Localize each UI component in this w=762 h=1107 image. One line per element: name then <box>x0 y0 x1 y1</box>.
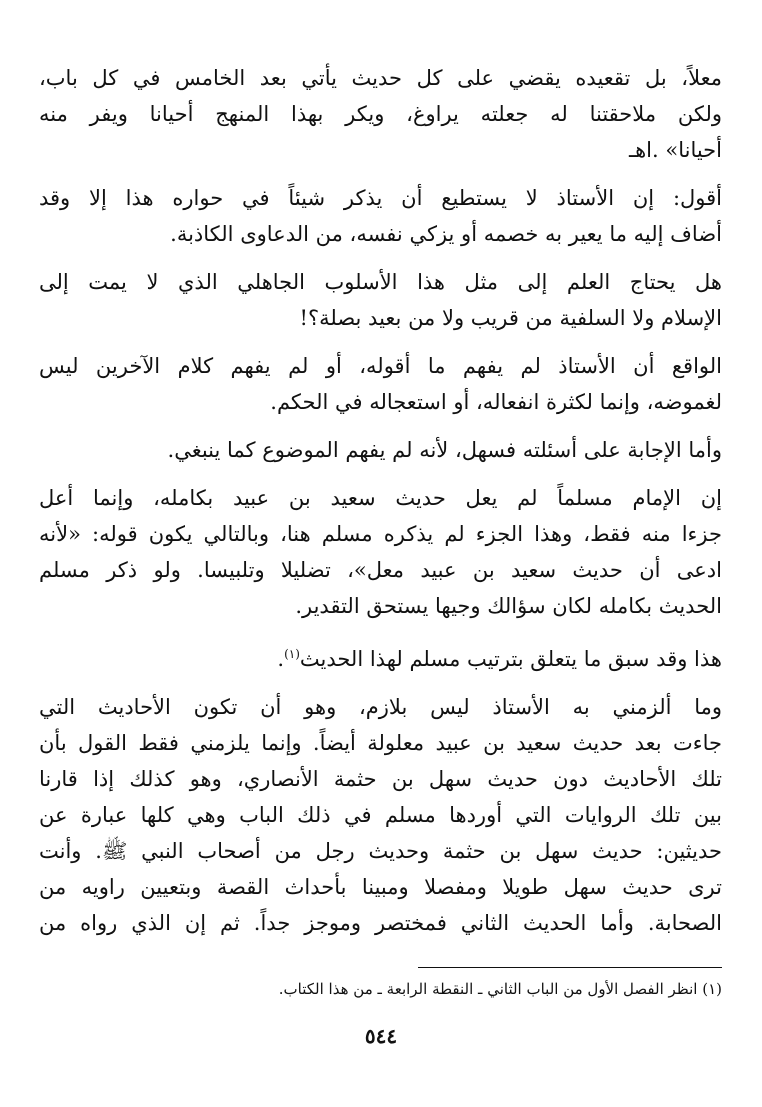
paragraph-2 <box>39 180 722 252</box>
text-line: لغموضه، وإنما لكثرة انفعاله، أو استعجاله في الحكم. <box>270 390 722 414</box>
line-text: هذا وقد سبق ما يتعلق بترتيب مسلم لهذا الحديث <box>299 647 722 671</box>
footnote-text: انظر الفصل الأول من الباب الثاني ـ النقطة الرابعة ـ من هذا الكتاب. <box>278 980 698 998</box>
text-line: الحديث بكامله لكان سؤالك وجيها يستحق التقدير. <box>295 594 722 618</box>
paragraph-4 <box>39 348 722 420</box>
text-line: الإسلام ولا السلفية من قريب ولا من بعيد بصلة؟! <box>299 306 722 330</box>
text-line: أضاف إليه ما يعير به خصمه أو يزكي نفسه، من الدعاوى الكاذبة. <box>170 222 722 246</box>
text-line: أقول: إن الأستاذ لا يستطيع أن يذكر شيئاً في حواره هذا إلا وقد <box>39 186 722 210</box>
text-line: جزءا منه فقط، وهذا الجزء لم يذكره مسلم هنا، وبالتالي يكون قوله: «لأنه <box>39 522 722 546</box>
paragraph-3 <box>39 264 722 336</box>
paragraph-6 <box>39 480 722 624</box>
paragraph-1 <box>39 60 722 168</box>
line-end-punctuation: . <box>277 647 285 671</box>
text-line: ادعى أن حديث سعيد بن عبيد معل»، تضليلا وتلبيسا. ولو ذكر مسلم <box>39 558 722 582</box>
text-line: بين تلك الروايات التي أوردها مسلم في ذلك الباب وهي كلها عبارة عن <box>39 803 722 827</box>
text-line: وما ألزمني به الأستاذ ليس بلازم، وهو أن تكون الأحاديث التي <box>39 695 722 719</box>
footnote <box>39 976 722 1002</box>
main-text <box>39 60 722 941</box>
text-line: الصحابة. وأما الحديث الثاني فمختصر وموجز جداً. ثم إن الذي رواه من <box>39 911 722 935</box>
text-line: ولكن ملاحقتنا له جعلته يراوغ، ويكر بهذا المنهج أحيانا ويفر منه <box>39 102 722 126</box>
text-line: جاءت بعد حديث سعيد بن عبيد معلولة أيضاً. وإنما يلزمني فقط القول بأن <box>39 731 722 755</box>
text-line: حديثين: حديث سهل بن حثمة وحديث رجل من أصحاب النبي ﷺ. وأنت <box>39 839 722 863</box>
text-line: هل يحتاج العلم إلى مثل هذا الأسلوب الجاهلي الذي لا يمت إلى <box>39 270 722 294</box>
text-line: وأما الإجابة على أسئلته فسهل، لأنه لم يفهم الموضوع كما ينبغي. <box>167 438 722 462</box>
footnote-marker: (١) <box>702 980 722 998</box>
text-line: أحيانا» .اهـ <box>628 138 722 162</box>
paragraph-8 <box>39 689 722 941</box>
text-line: ترى حديث سهل طويلا ومفصلا ومبينا بأحداث القصة وبتعيين راويه من <box>39 875 722 899</box>
footnote-reference[interactable]: (١) <box>284 647 300 661</box>
paragraph-5 <box>39 432 722 468</box>
text-line: إن الإمام مسلماً لم يعل حديث سعيد بن عبيد بكامله، وإنما أعل <box>39 486 722 510</box>
footnote-divider <box>418 967 722 968</box>
text-line: الواقع أن الأستاذ لم يفهم ما أقوله، أو لم يفهم كلام الآخرين ليس <box>39 354 722 378</box>
page-number: ٥٤٤ <box>364 1024 398 1048</box>
text-line: معلاً، بل تقعيده يقضي على كل حديث يأتي بعد الخامس في كل باب، <box>39 66 722 90</box>
text-line <box>39 636 722 677</box>
paragraph-7 <box>39 636 722 677</box>
text-line: تلك الأحاديث دون حديث سهل بن حثمة الأنصاري، وهو كذلك إذا قارنا <box>39 767 722 791</box>
